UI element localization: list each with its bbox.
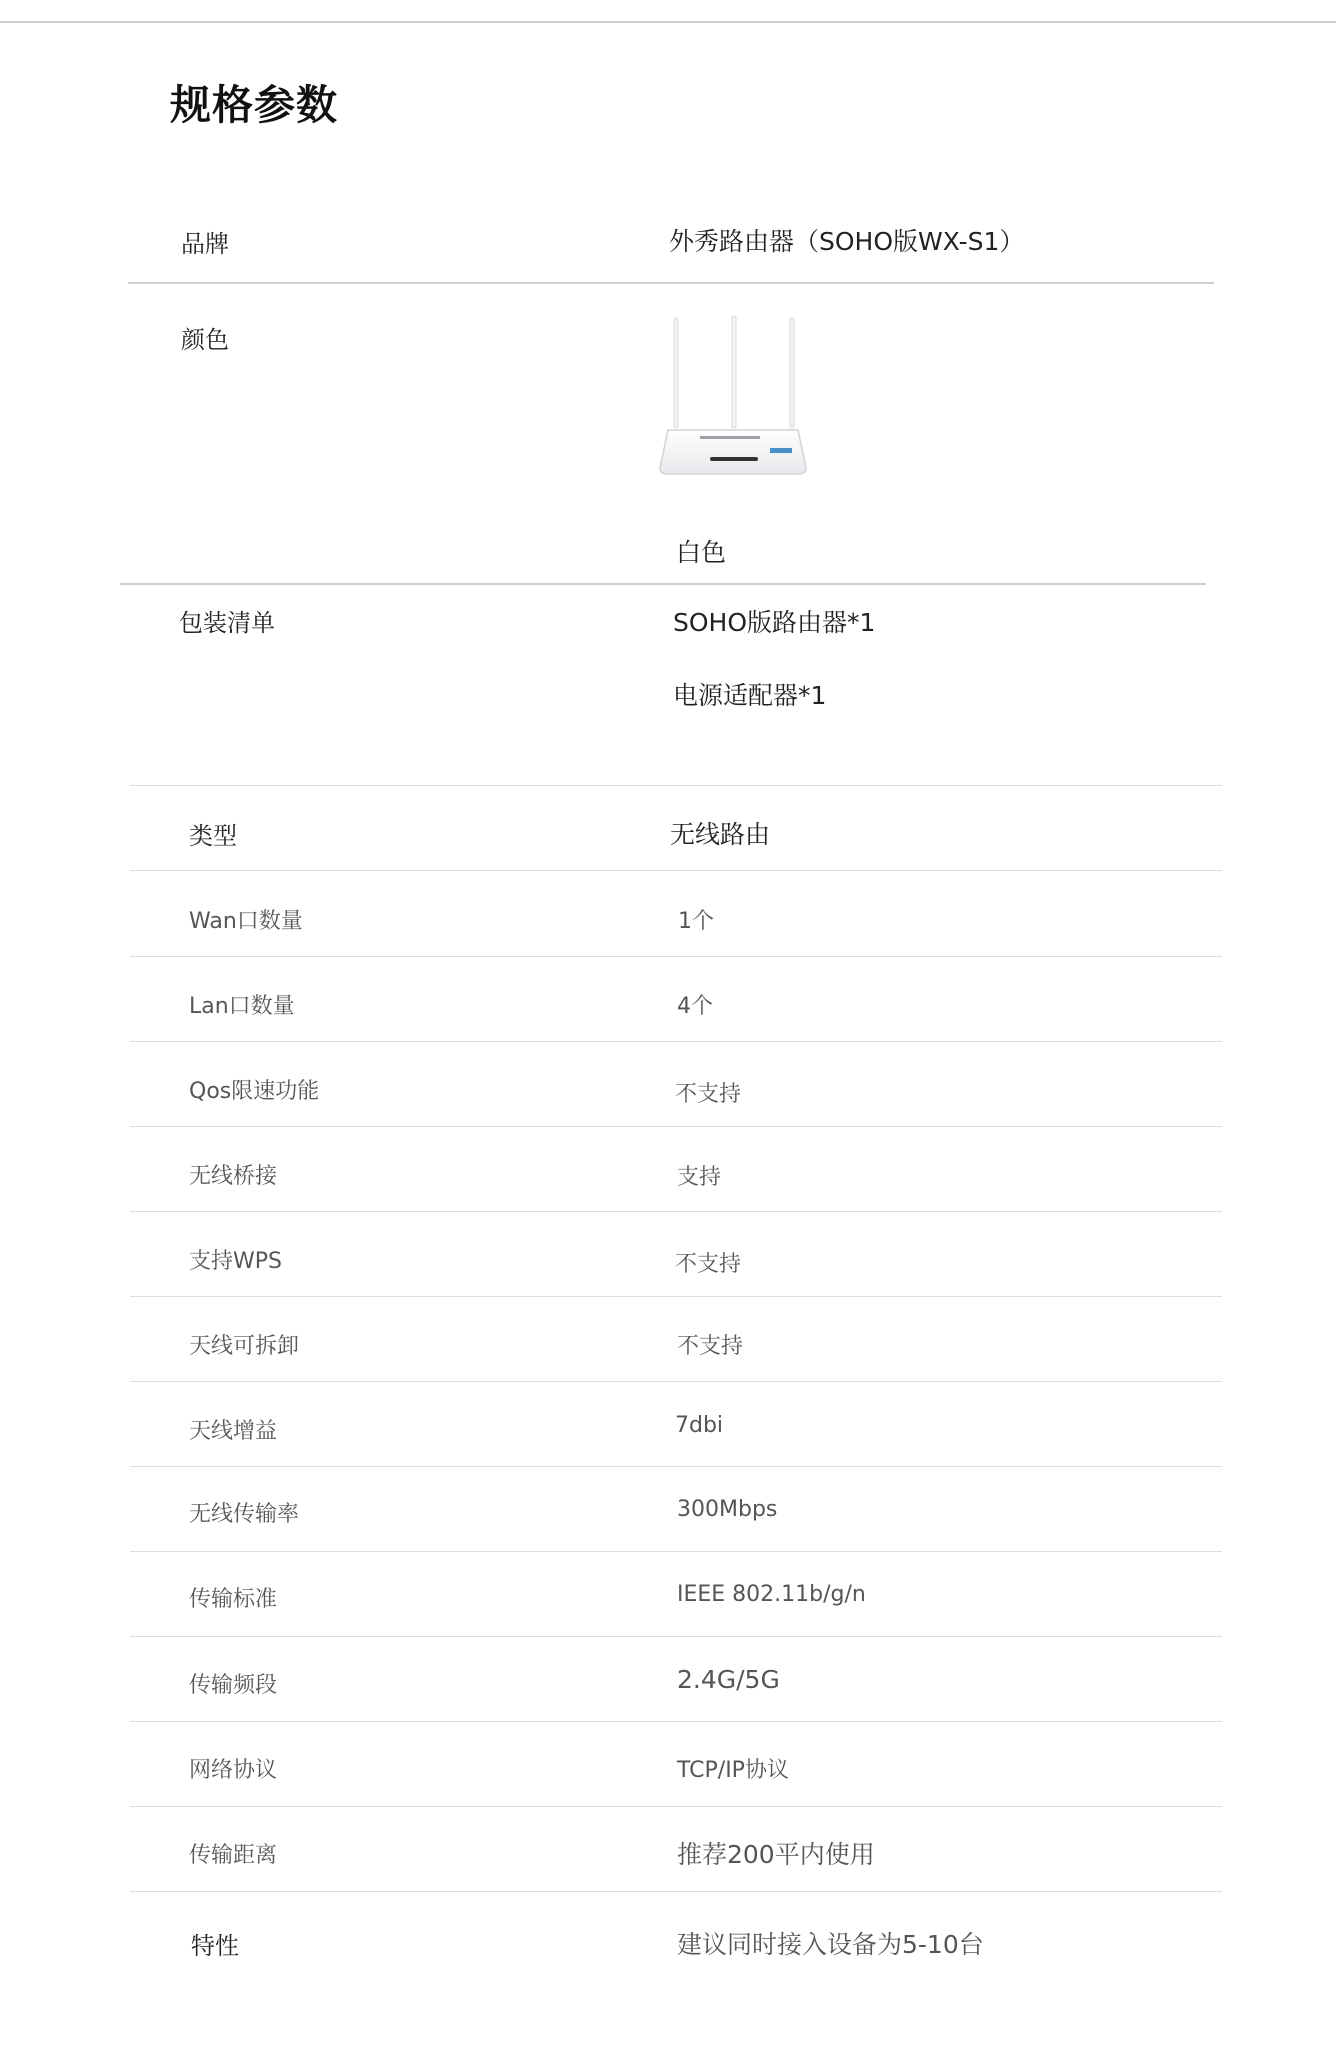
spec-value: 7dbi [675, 1413, 724, 1438]
spec-label: 特性 [191, 1932, 239, 1960]
spec-value: 不支持 [677, 1334, 744, 1359]
package-label: 包装清单 [179, 609, 275, 637]
spec-label: 网络协议 [189, 1758, 278, 1783]
spec-label: 天线可拆卸 [189, 1334, 300, 1359]
row-divider [130, 1041, 1222, 1042]
spec-value: IEEE 802.11b/g/n [677, 1582, 866, 1607]
row-divider [130, 1551, 1222, 1552]
spec-value: TCP/IP协议 [677, 1758, 789, 1783]
row-divider [130, 1806, 1222, 1807]
row-divider [130, 1891, 1222, 1892]
spec-label: 传输距离 [189, 1843, 278, 1868]
row-divider [120, 583, 1206, 585]
spec-label: 无线桥接 [189, 1164, 278, 1189]
row-divider [130, 1126, 1222, 1127]
brand-value: 外秀路由器（SOHO版WX-S1） [669, 227, 1025, 256]
spec-value: 支持 [677, 1165, 722, 1190]
row-divider [130, 1211, 1222, 1212]
row-divider [128, 282, 1214, 284]
row-divider [130, 1296, 1222, 1297]
row-divider [130, 1636, 1222, 1637]
row-divider [130, 785, 1222, 786]
spec-value: 300Mbps [677, 1497, 778, 1522]
spec-label: 支持WPS [189, 1249, 282, 1274]
spec-label: 天线增益 [189, 1419, 278, 1444]
row-divider [130, 1721, 1222, 1722]
spec-value: 无线路由 [670, 820, 771, 849]
spec-value: 2.4G/5G [677, 1665, 780, 1694]
spec-label: Wan口数量 [189, 909, 303, 934]
row-divider [130, 870, 1222, 871]
spec-label: Qos限速功能 [189, 1079, 320, 1104]
package-item: 电源适配器*1 [673, 681, 827, 710]
spec-label: 类型 [189, 822, 237, 850]
spec-value: 4个 [677, 994, 713, 1019]
spec-value: 推荐200平内使用 [677, 1840, 875, 1869]
top-divider [0, 21, 1336, 23]
spec-label: 无线传输率 [189, 1502, 300, 1527]
spec-value: 1个 [678, 909, 714, 934]
page-title: 规格参数 [170, 81, 338, 129]
row-divider [130, 956, 1222, 957]
color-label: 颜色 [181, 326, 229, 354]
package-item: SOHO版路由器*1 [673, 608, 876, 637]
row-divider [130, 1466, 1222, 1467]
spec-label: 传输标准 [189, 1587, 278, 1612]
color-value: 白色 [676, 538, 727, 567]
spec-value: 不支持 [675, 1252, 742, 1277]
spec-label: Lan口数量 [189, 994, 295, 1019]
router-product-image [648, 312, 818, 482]
spec-label: 传输频段 [189, 1673, 278, 1698]
spec-value: 建议同时接入设备为5-10台 [677, 1930, 984, 1959]
brand-label: 品牌 [181, 230, 229, 258]
row-divider [130, 1381, 1222, 1382]
spec-value: 不支持 [675, 1082, 742, 1107]
